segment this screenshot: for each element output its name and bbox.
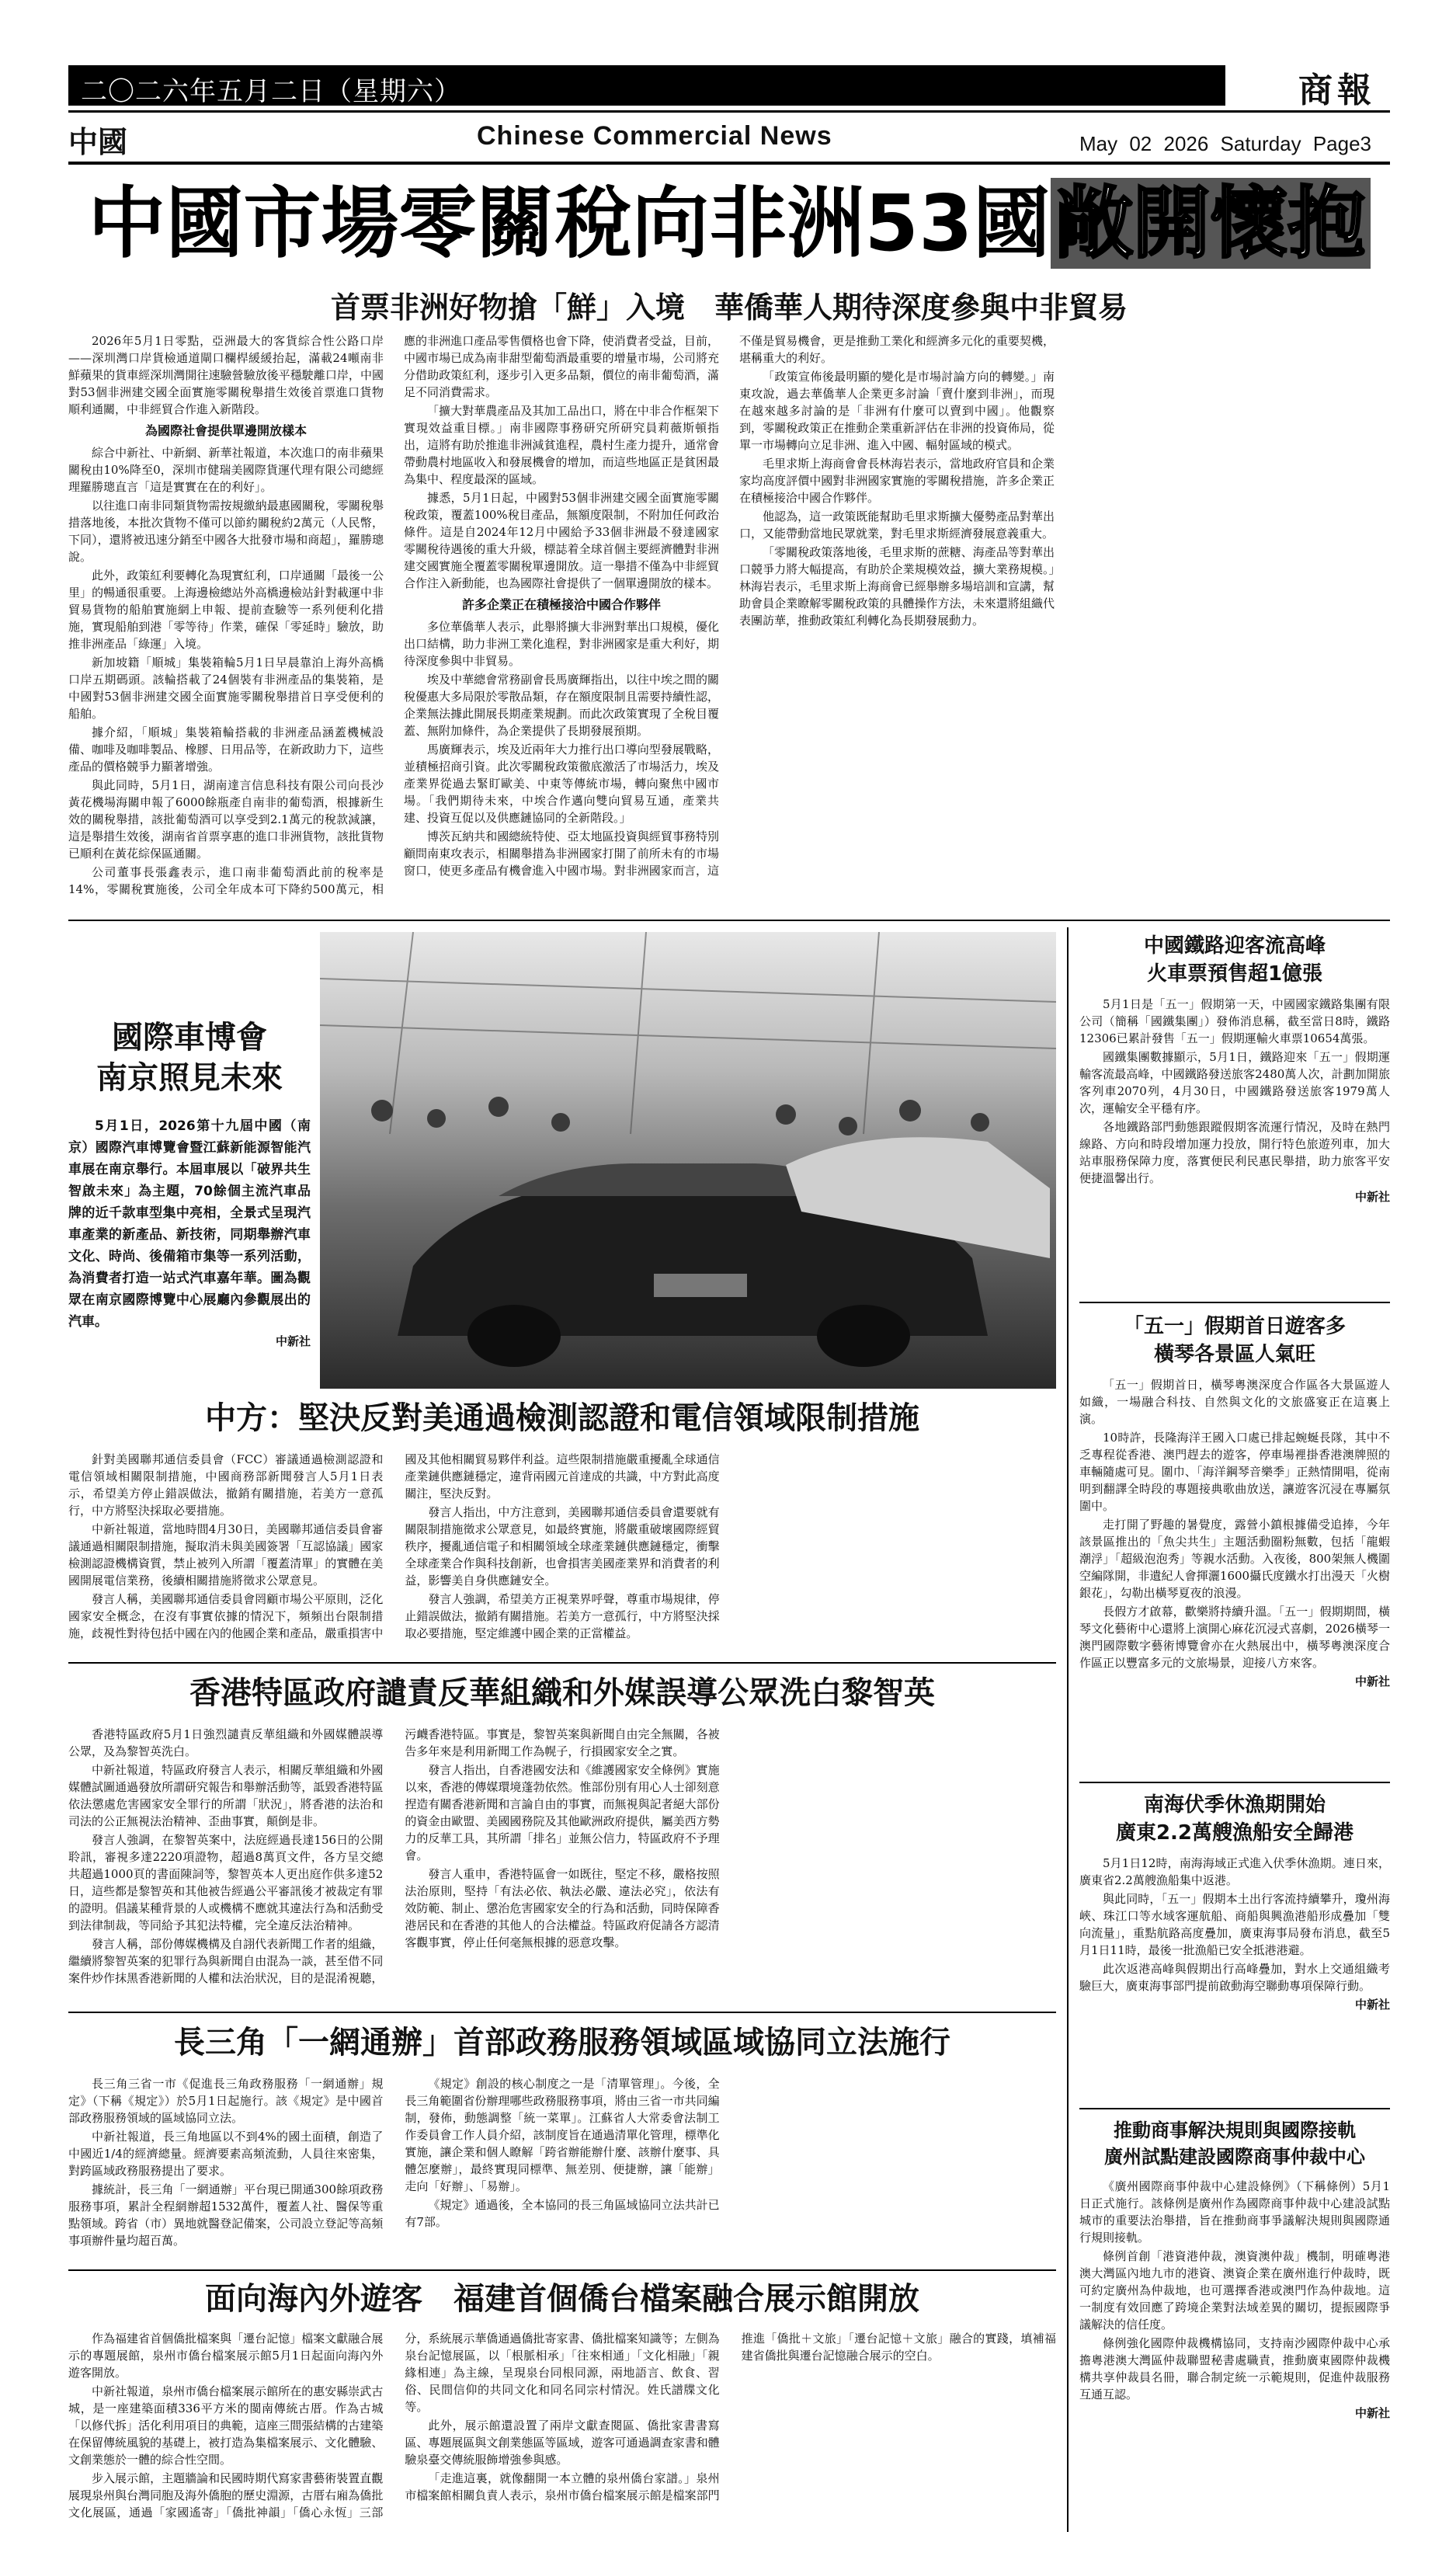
sidebar-story-rail: [1079, 927, 1390, 1297]
hengqin-paragraph: 走打開了野趣的暑覺度，露營小鎮根據備受追捧，今年該景區推出的「魚尖共生」主題活動圈粉無數，包括「龍蝦潮浮」「超級泡泡秀」等親水活動。入夜後，800架無人機圍空編隊開，非遺紀人會揮灑1600攝氏度鐵水打出漫天「火樹銀花」，勾勒出橫琴夏夜的浪漫。: [1079, 1518, 1390, 1600]
ysj-bottom-rule: [68, 2269, 1056, 2271]
lead-paragraph: 此外，政策紅利要轉化為現實紅利，口岸通關「最後一公里」的暢通很重要。上海邊檢總站外高橋邊檢站針對載運中非貿易貨物的船舶實施網上申報、提前查驗等一系列便利化措施，實現船舶到港「零等待」作業，確保「零延時」驗放，助推非洲產品「綠運」入境。: [68, 569, 384, 651]
fcc-body: [68, 1451, 1056, 1654]
lead-body: [68, 332, 1390, 912]
arbitration-signature: 中新社: [1354, 2406, 1390, 2420]
ysj-paragraph: 《規定》通過後，全本協同的長三角區域協同立法共計已有7部。: [405, 2198, 720, 2229]
date-banner: [68, 65, 1225, 106]
arbitration-paragraph: 《廣州國際商事仲裁中心建設條例》（下稱條例）5月1日正式施行。該條例是廣州作為國際商事仲裁中心建設試點城市的重要法治舉措，旨在推動商事爭議解決規則與國際通行規則接軌。: [1079, 2179, 1390, 2245]
lead-paragraph: 他認為，這一政策既能幫助毛里求斯擴大優勢產品對華出口，又能帶動當地民眾就業，對毛里求斯經濟發展意義重大。: [739, 509, 1055, 541]
lead-headline: [68, 177, 1390, 270]
fishing-headline: [1079, 1791, 1390, 1847]
paper-name: 商報: [1298, 71, 1376, 110]
photo-caption: 5月1日，2026第十九屆中國（南京）國際汽車博覽會暨江蘇新能源智能汽車展在南京舉行。本屆車展以「破界共生智啟未來」為主題，70餘個主流汽車品牌的近千款車型集中亮相，全景式呈現汽車產業的新產品、新技術，同期舉辦汽車文化、時尚、後備箱市集等一系列活動，為消費者打造一站式汽車嘉年華。圖為觀眾在南京國際博覽中心展廳內參觀展出的汽車。: [68, 1118, 311, 1330]
arbitration-headline-line1: 推動商事解決規則與國際接軌: [1114, 2120, 1356, 2141]
hengqin-paragraph: 「五一」假期首日，橫琴粵澳深度合作區各大景區遊人如織，一場融合科技、自然與文化的文旅盛宴正在這裏上演。: [1079, 1378, 1390, 1426]
hk-paragraph: 發言人指出，自香港國安法和《維護國家安全條例》實施以來，香港的傳媒環境蓬勃依然。惟部份別有用心人士卻刻意捏造有關香港新聞和言論自由的事實，而無視與記者絕大部份的資金由歐盟、美國國務院及其他歐洲政府提供，屬美西方勢力的反華工具，其所謂「排名」並無公信力，特區政府不予理會。: [405, 1763, 720, 1862]
rail-headline-line1: 中國鐵路迎客流高峰: [1143, 934, 1326, 958]
hengqin-headline-line1: 「五一」假期首日遊客多: [1123, 1315, 1346, 1338]
lead-headline-outline: 敞開懷抱: [1051, 178, 1371, 269]
ysj-headline: 長三角「一網通辦」首部政務服務領域區域協同立法施行: [174, 2025, 950, 2060]
hk-paragraph: 發言人強調，在黎智英案中，法庭經過長達156日的公開聆訊，審視多達2220項證物，超過8萬頁文件，各方呈交總共超過1000頁的書面陳詞等，黎智英本人更出庭作供多達52日，這些都是黎智英和其他被告經過公平審訊後才被裁定有罪的證明。倡議某種背景的人或機構不應就其違法行為和活動受到法律制裁，等同給予其犯法特權，完全違反法治精神。: [68, 1833, 384, 1932]
fishing-paragraph: 此次返港高峰與假期出行高峰疊加，對水上交通組織考驗巨大，廣東海事部門提前啟動海空聯動專項保障行動。: [1079, 1962, 1390, 1993]
lead-paragraph: 「擴大對華農產品及其加工品出口，將在中非合作框架下實現效益重目標。」南非國際事務研究所研究員莉薇斯頓指出，這將有助於推進非洲減貧進程，農村生產力提升，通常會帶動農村地區收入和發展機會的增加，而這些地區正是貧困最為集中、程度最深的區域。: [404, 404, 719, 486]
qx-body: [68, 2330, 1056, 2529]
rail-headline: [1079, 932, 1390, 988]
fcc-paragraph: 發言人稱，美國聯邦通信委員會罔顧市場公平原則，泛化國家安全概念，在沒有事實依據的情況下，頻頻出台限制措施，歧視性對待包括中國在內的他國企業和產品，嚴重損害中國及其他相關貿易夥伴利益。這些限制措施嚴重擾亂全球通信產業鏈供應鏈穩定，違背兩國元首達成的共識，中方對此高度關注，堅決反對。: [68, 1452, 720, 1640]
lead-paragraph: 馬廣輝表示，埃及近兩年大力推行出口導向型發展戰略，並積極招商引資。此次零關稅政策徹底激活了市場活力，埃及產業界從過去緊盯歐美、中東等傳統市場，轉向聚焦中國市場。「我們期待未來，中埃合作邁向雙向貿易互通，產業共建、投資互促以及供應鏈協同的全新階段。」: [404, 742, 719, 825]
english-name: Chinese Commercial News: [477, 121, 832, 151]
english-date: May 02 2026 Saturday Page3: [1079, 132, 1372, 155]
rail-paragraph: 各地鐵路部門動態跟蹤假期客流運行情況，及時在熱門線路、方向和時段增加運力投放，開行特色旅遊列車，加大站車服務保障力度，落實便民利民惠民舉措，助力旅客平安便捷溫馨出行。: [1079, 1120, 1390, 1185]
photo-title: [68, 1017, 311, 1098]
qx-paragraph: 中新社報道，泉州市僑台檔案展示館所在的惠安縣崇武古城，是一座建築面積336平方米的閩南傳統古厝。作為古城「以修代拆」活化利用項目的典範，這座三間張結構的古建築在保留傳統風貌的基礎上，被打造為集檔案展示、文化體驗、文創業態於一體的綜合性空間。: [68, 2384, 384, 2467]
masthead-bottom-rule: [68, 162, 1390, 165]
fishing-headline-line2: 廣東2.2萬艘漁船安全歸港: [1115, 1821, 1354, 1845]
fishing-body: [1079, 1855, 1390, 1994]
qx-paragraph: 作為福建省首個僑批檔案與「遷台記憶」檔案文獻融合展示的專題展館，泉州市僑台檔案展示館5月1日起面向海內外遊客開放。: [68, 2332, 384, 2380]
hengqin-paragraph: 10時許，長隆海洋王國入口處已排起蜿蜒長隊，其中不乏專程從香港、澳門趕去的遊客，停車場裡掛香港澳牌照的車輛隨處可見。圍巾、「海洋鋼琴音樂季」正熱情開唱，從南明到翻譯全時段的專題接典歌曲放送，讓遊客沉浸在專屬氛圍中。: [1079, 1431, 1390, 1513]
fishing-paragraph: 5月1日12時，南海海域正式進入伏季休漁期。連日來，廣東省2.2萬艘漁船集中返港。: [1079, 1856, 1390, 1887]
lead-paragraph: 多位華僑華人表示，此舉將擴大非洲對華出口規模，優化出口結構，助力非洲工業化進程，對非洲國家是重大利好，期待深度參與中非貿易。: [404, 620, 719, 668]
lead-subhead: 為國際社會提供單邊開放樣本: [144, 423, 307, 438]
rail-paragraph: 國鐵集團數據顯示，5月1日，鐵路迎來「五一」假期運輸客流最高峰，中國鐵路發送旅客2480萬人次，計劃加開旅客列車2070列，4月30日，中國鐵路發送旅客1979萬人次，運輸安全平穩有序。: [1079, 1050, 1390, 1115]
rail-headline-line2: 火車票預售超1億張: [1146, 962, 1323, 986]
lead-bottom-rule: [68, 920, 1390, 921]
section-label: 中國: [68, 125, 128, 159]
sidebar-rule-1: [1079, 1302, 1390, 1303]
fishing-signature: 中新社: [1354, 1998, 1390, 2012]
lead-paragraph: 毛里求斯上海商會會長林海岩表示，當地政府官員和企業家均高度評價中國對非洲國家實施的零關稅措施，許多企業正在積極接洽中國合作夥伴。: [739, 457, 1055, 505]
qx-paragraph: 步入展示館，主題牆論和民國時期代寫家書藝術裝置直觀展現泉州與台灣同胞及海外僑胞的歷史淵源，古厝右廂為僑批文化展區，通過「家國遙寄」「僑批神韻」「僑心永恆」三部分，系統展示華僑通過僑批寄家書、僑批檔案知識等；左側為泉台記憶展區，以「根脈相承」「往來相通」「文化相融」「親緣相連」為主線，呈現泉台同根同源，兩地語言、飲食、習俗、民間信仰的共同文化和同名同宗村情況。姓氏譜牒文化等。: [68, 2332, 720, 2520]
hk-paragraph: 發言人稱，部份傳媒機構及自詡代表新聞工作者的組織，繼續將黎智英案的犯罪行為與新聞自由混為一談，甚至借不同案件炒作抹黑香港新聞的人權和法治狀況，目的是混淆視聽，污衊香港特區。事實是，黎智英案與新聞自由完全無關，各被告多年來是利用新聞工作為幌子，行損國家安全之實。: [68, 1727, 720, 1985]
lead-paragraph: 據悉，5月1日起，中國對53個非洲建交國全面實施零關稅政策，覆蓋100%稅目產品，無額度限制，不附加任何政治條件。這是自2024年12月中國給予33個非洲最不發達國家零關稅待遇後的重大升級，標誌着全球首個主要經濟體對非洲建交國實施全覆蓋零關稅單邊開放。這一舉措不僅為中非經貿合作注入新動能，也為國際社會提供了一個單邊開放的樣本。: [404, 491, 719, 590]
rail-signature: 中新社: [1354, 1190, 1390, 1204]
lead-paragraph: 「零關稅政策落地後，毛里求斯的蔗糖、海產品等對華出口競爭力將大幅提高，有助於企業規模效益，擴大業務規模。」林海岩表示，毛里求斯上海商會已經舉辦多場培訓和宣講，幫助會員企業瞭解零關稅政策的具體操作方法，未來還將組織代表團訪華，推動政策紅利轉化為長期發展動力。: [739, 545, 1055, 628]
masthead-date: 二〇二六年五月二日（星期六）: [81, 76, 461, 107]
hengqin-headline: [1079, 1313, 1390, 1368]
rail-paragraph: 5月1日是「五一」假期第一天，中國國家鐵路集團有限公司（簡稱「國鐵集團」）發佈消息稱，截至當日8時，鐵路12306已累計發售「五一」假期運輸火車票10654萬張。: [1079, 997, 1390, 1045]
lead-paragraph: 新加坡籍「順城」集裝箱輪5月1日早晨靠泊上海外高橋口岸五期碼頭。該輪搭載了24個裝有非洲產品的集裝箱，是中國對53個非洲建交國全面實施零關稅舉措首日享受便利的船舶。: [68, 656, 384, 721]
lead-paragraph: 「政策宣佈後最明顯的變化是市場討論方向的轉變。」南東攻說，過去華僑華人企業更多討論「賣什麼到非洲」，而現在越來越多討論的是「非洲有什麼可以賣到中國」。他觀察到，零關稅政策正在推動企業重新評估在非洲的投資佈局，從單一市場轉向立足非洲、進入中國、輻射區域的模式。: [739, 370, 1055, 452]
photo-signature: 中新社: [275, 1334, 311, 1348]
arbitration-body: [1079, 2178, 1390, 2403]
sidebar-rule-2: [1079, 1782, 1390, 1783]
rail-body: [1079, 996, 1390, 1187]
lead-paragraph: 博茨瓦納共和國總統特使、亞太地區投資與經貿事務特別顧問南東攻表示，相關舉措為非洲國家打開了前所未有的市場窗口，使更多產品有機會進入中國市場。對非洲國家而言，這不僅是貿易機會，更是推動工業化和經濟多元化的重要契機，堪稱重大的利好。: [404, 334, 1055, 878]
fcc-paragraph: 針對美國聯邦通信委員會（FCC）審議通過檢測認證和電信領域相關限制措施，中國商務部新聞發言人5月1日表示，希望美方停止錯誤做法，撤銷有關措施，若美方一意孤行，中方將堅決採取必要措施。: [68, 1452, 384, 1518]
ysj-paragraph: 《規定》創設的核心制度之一是「清單管理」。今後，全長三角範圍省份辦理哪些政務服務事項，將由三省一市共同編制，發佈，動態調整「統一菜單」。江蘇省人大常委會法制工作委員會工作人員介紹，該制度旨在通過清單化管理，標準化實施，讓企業和個人瞭解「跨省辦能辦什麼、該辦什麼事、具體怎麼辦」，最終實現同標準、無差別、便捷辦，讓「能辦」走向「好辦」、「易辦」。: [405, 2077, 720, 2193]
fcc-paragraph: 發言人指出，中方注意到，美國聯邦通信委員會還要就有關限制措施徵求公眾意見，如最終實施，將嚴重破壞國際經貿秩序，擾亂通信電子和相關領域全球產業鏈供應鏈穩定，衝擊全球產業合作與科技創新，也會損害美國產業界和消費者的利益，影響美自身供應鏈安全。: [405, 1505, 720, 1588]
fishing-paragraph: 與此同時，「五一」假期本土出行客流持續攀升，瓊州海峽、珠江口等水域客運航船、商船與興漁港船形成疊加「雙向流量」，重點航路高度疊加，廣東海事局發布消息，截至5月1日11時，最後一批漁船已安全抵港港避。: [1079, 1892, 1390, 1957]
masthead-top-rule: [68, 110, 1390, 113]
fcc-bottom-rule: [68, 1662, 1056, 1664]
hk-headline: 香港特區政府譴責反華組織和外媒誤導公眾洗白黎智英: [189, 1675, 935, 1711]
arbitration-paragraph: 條例首創「港資港仲裁，澳資澳仲裁」機制，明確粵港澳大灣區內地九市的港資、澳資企業在廣州進行仲裁時，既可約定廣州為仲裁地，也可選擇香港或澳門作為仲裁地。這一制度有效回應了跨境企業對法域差異的關切，提振國際爭議解決的信任度。: [1079, 2249, 1390, 2332]
sidebar-divider: [1067, 927, 1069, 2532]
ysj-body: [68, 2075, 1056, 2263]
lead-paragraph: 與此同時，5月1日，湖南達言信息科技有限公司向長沙黃花機場海關申報了6000餘瓶產自南非的葡萄酒，根據新生效的關稅舉措，該批葡萄酒可以享受到2.1萬元的稅款減讓，這是舉措生效後，湖南省首票享惠的進口非洲貨物，該批貨物已順利在黃花綜保區通關。: [68, 778, 384, 861]
photo-illustration: [320, 932, 1056, 1389]
lead-paragraph: 據介紹，「順城」集裝箱輪搭載的非洲產品涵蓋機械設備、咖啡及咖啡製品、橡膠、日用品等，在新政助力下，這些產品的價格競爭力顯著增強。: [68, 725, 384, 774]
hk-paragraph: 中新社報道，特區政府發言人表示，相關反華組織和外國媒體試圖通過發放所謂研究報告和舉辦活動等，詆毀香港特區依法懲處危害國家安全罪行的所謂「狀況」，將香港的法治和司法的公正無視法治精神、歪曲事實，顛倒是非。: [68, 1763, 384, 1828]
arbitration-paragraph: 條例強化國際仲裁機構協同，支持南沙國際仲裁中心承擔粵港澳大灣區仲裁聯盟秘書處職責，推動廣東國際仲裁機構共享仲裁員名冊，聯合制定統一示範規則，促進仲裁服務互通互認。: [1079, 2336, 1390, 2401]
qx-paragraph: 此外，展示館還設置了兩岸文獻查閱區、僑批家書書寫區、專題展區與文創業態區等區域，遊客可通過調查家書和體驗泉臺交傳統服飾增強參與感。: [405, 2419, 720, 2467]
fcc-paragraph: 發言人強調，希望美方正視業界呼聲，尊重市場規律，停止錯誤做法，撤銷有關措施。若美方一意孤行，中方將堅決採取必要措施，堅定維護中國企業的正當權益。: [405, 1592, 720, 1640]
ysj-paragraph: 長三角三省一市《促進長三角政務服務「一網通辦」規定》（下稱《規定》）於5月1日起施行。該《規定》是中國首部政務服務領域的區域協同立法。: [68, 2077, 384, 2125]
qx-headline: 面向海內外遊客 福建首個僑台檔案融合展示館開放: [205, 2281, 919, 2317]
hk-paragraph: 發言人重申，香港特區會一如既往，堅定不移，嚴格按照法治原則，堅持「有法必依、執法必嚴、違法必究」，依法有效防範、制止、懲治危害國家安全的行為和活動，同時保障香港居民和在香港的其他人的合法權益。特區政府促請各方認清客觀事實，停止任何毫無根據的惡意攻擊。: [405, 1867, 720, 1949]
fcc-paragraph: 中新社報道，當地時間4月30日，美國聯邦通信委員會審議通過相關限制措施，擬取消未與美國簽署「互認協議」國家檢測認證機構資質，禁止被列入所謂「覆蓋清單」的實體在美國開展電信業務，後續相關措施將徵求公眾意見。: [68, 1522, 384, 1588]
lead-paragraph: 以往進口南非同類貨物需按規繳納最惠國關稅，零關稅舉措落地後，本批次貨物不僅可以節約關稅約2萬元（人民幣，下同），還將被迅速分銷至中國各大批發市場和商超」，羅勝璁說。: [68, 499, 384, 564]
hk-bottom-rule: [68, 2012, 1056, 2013]
qx-paragraph: 「走進這裏，就像翻開一本立體的泉州僑台家譜。」泉州市檔案館相關負責人表示，泉州市僑台檔案展示館是檔案部門推進「僑批＋文旅」「遷台記憶＋文旅」融合的實踐，填補福建省僑批與遷台記憶融合展示的空白。: [405, 2332, 1056, 2502]
lead-headline-main: 中國市場零關稅向非洲53國: [88, 178, 1051, 269]
ysj-paragraph: 據統計，長三角「一網通辦」平台現已開通300餘項政務服務事項，累計全程網辦超1532萬件，覆蓋人社、醫保等重點領域。跨省（市）異地就醫登記備案，公司設立登記等高頻事項辦件量均超百萬。: [68, 2182, 384, 2248]
fcc-headline: 中方：堅決反對美通過檢測認證和電信領域限制措施: [205, 1400, 919, 1436]
sidebar-story-arbitration: [1079, 2113, 1390, 2532]
fishing-headline-line1: 南海伏季休漁期開始: [1143, 1793, 1326, 1817]
photo-title-line1: 國際車博會: [112, 1020, 267, 1055]
photo-caption-box: [68, 932, 311, 1389]
arbitration-headline-line2: 廣州試點建設國際商事仲裁中心: [1104, 2146, 1365, 2168]
hengqin-signature: 中新社: [1354, 1674, 1390, 1688]
lead-paragraph: 2026年5月1日零點，亞洲最大的客貨綜合性公路口岸——深圳灣口岸貨檢通道閘口欄桿緩緩抬起，滿載24噸南非鮮蘋果的貨車經深圳灣開往速驗營驗放後平穩駛離口岸，中國對53個非洲建交國全面實施零關稅舉措生效後首票進口貨物順利通關，中非經貿合作進入新階段。: [68, 334, 384, 416]
lead-paragraph: 埃及中華總會常務副會長馬廣輝指出，以往中埃之間的關稅優惠大多局限於零散品類，存在額度限制且需要持續性認，企業無法據此開展長期產業規劃。而此次政策實現了全稅目覆蓋、無附加條件，為企業提供了長期發展預期。: [404, 673, 719, 738]
lead-paragraph: 綜合中新社、中新網、新華社報道，本次進口的南非蘋果關稅由10%降至0，深圳市健瑞美國際貨運代理有限公司總經理羅勝璁直言「這是實實在在的利好」。: [68, 446, 384, 494]
car-show-photo: [320, 932, 1056, 1389]
hengqin-body: [1079, 1376, 1390, 1671]
ysj-paragraph: 中新社報道，長三角地區以不到4%的國土面積，創造了中國近1/4的經濟總量。經濟要素高頻流動，人員往來密集，對跨區域政務服務提出了要求。: [68, 2130, 384, 2178]
hk-body: [68, 1726, 1056, 2005]
sidebar-story-hengqin: [1079, 1308, 1390, 1777]
sidebar-rule-3: [1079, 2108, 1390, 2109]
lead-paragraph: 公司董事長張鑫表示，進口南非葡萄酒此前的稅率是14%，零關稅實施後，公司全年成本可下降約500萬元，相應的非洲進口產品零售價格也會下降，使消費者受益，目前，中國市場已成為南非甜型葡萄酒最重要的增量市場，公司將充分借助政策紅利，逐步引入更多品類，價位的南非葡萄酒，滿足不同消費需求。: [68, 334, 719, 896]
arbitration-headline: [1079, 2117, 1390, 2170]
hk-paragraph: 香港特區政府5月1日強烈譴責反華組織和外國媒體誤導公眾，及為黎智英洗白。: [68, 1727, 384, 1758]
lead-subhead: 許多企業正在積極接洽中國合作夥伴: [461, 597, 661, 612]
sidebar-story-fishing: [1079, 1786, 1390, 2103]
hengqin-headline-line2: 橫琴各景區人氣旺: [1153, 1343, 1315, 1366]
lead-subheadline: 首票非洲好物搶「鮮」入境 華僑華人期待深度參與中非貿易: [330, 290, 1128, 325]
photo-title-line2: 南京照見未來: [96, 1060, 283, 1096]
hengqin-paragraph: 長假方才啟幕，歡樂將持續升溫。「五一」假期期間，橫琴文化藝術中心還將上演開心麻花沉浸式喜劇，2026橫琴一澳門國際數字藝術博覽會亦在火熱展出中，橫琴粵澳深度合作區正以豐富多元的文旅場景，迎接八方來客。: [1079, 1605, 1390, 1670]
